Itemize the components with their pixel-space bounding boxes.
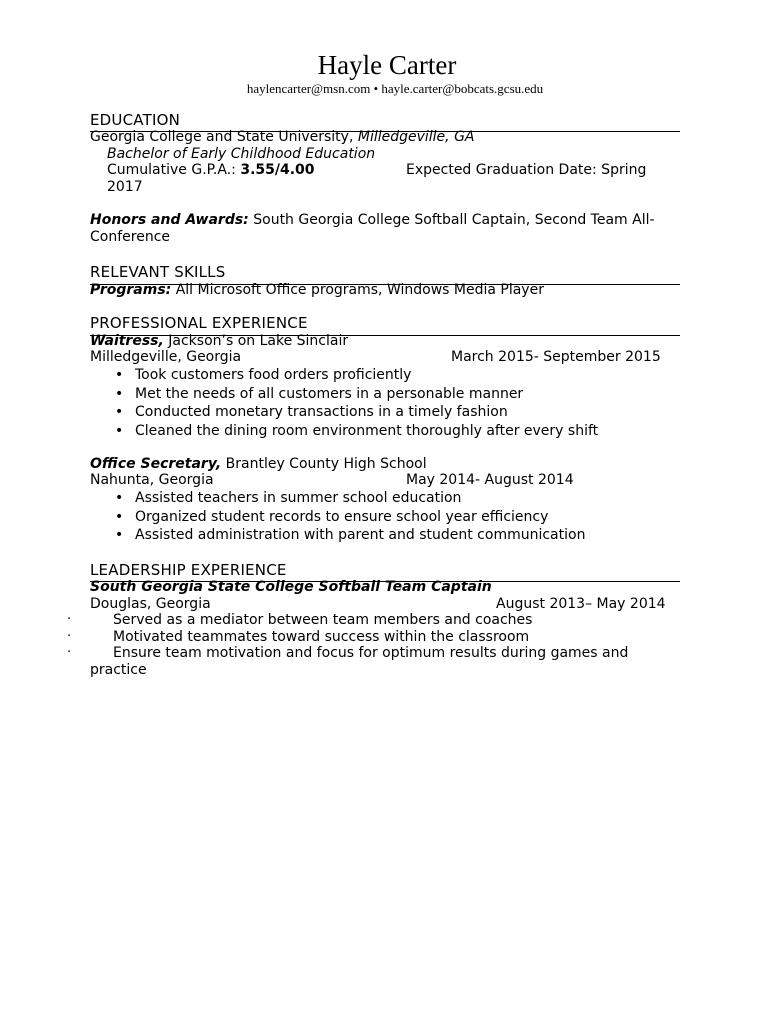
leadership-duty: · Served as a mediator between team members and coaches [67,612,628,629]
job-title: Waitress, [90,333,164,349]
leadership-duty: · Ensure team motivation and focus for optimum results during games and [67,645,628,662]
programs-value: All Microsoft Office programs, Windows Media Player [171,282,544,298]
leadership-location: Douglas, Georgia [90,596,211,612]
gpa-label: Cumulative G.P.A.: [107,162,241,178]
job-location: Nahunta, Georgia [90,472,214,488]
honors-line [90,212,655,229]
job-title: Office Secretary, [90,456,222,472]
leadership-duty-continuation: practice [90,662,147,678]
job-dates: May 2014- August 2014 [406,472,574,488]
leadership-heading: LEADERSHIP EXPERIENCE [90,561,287,579]
programs-label: Programs: [90,282,172,298]
graduation-date: Expected Graduation Date: Spring [406,162,647,178]
leadership-dates: August 2013– May 2014 [496,596,666,612]
contact-emails: haylencarter@msn.com • hayle.carter@bobcats.gcsu.edu [246,81,544,96]
gpa-value: 3.55/4.00 [240,162,315,178]
job-duty: • Assisted administration with parent and student communication [115,526,585,545]
job-duty: • Assisted teachers in summer school education [115,489,585,508]
job-title-line [90,333,348,350]
honors-value: South Georgia College Softball Captain, Second Team All- [248,212,655,228]
job-duties-list [115,489,585,545]
job-duty: • Took customers food orders proficiently [115,366,598,385]
job-duty: • Cleaned the dining room environment thoroughly after every shift [115,422,598,441]
leadership-title: South Georgia State College Softball Team Captain [90,579,492,595]
job-employer: Jackson’s on Lake Sinclair [163,333,349,349]
job-dates: March 2015- September 2015 [451,349,661,365]
professional-heading: PROFESSIONAL EXPERIENCE [90,314,308,332]
graduation-year: 2017 [107,179,143,195]
degree: Bachelor of Early Childhood Education [107,146,376,162]
education-school-line [90,129,475,146]
job-duty: • Met the needs of all customers in a personable manner [115,385,598,404]
school-name: Georgia College and State University, [90,129,358,145]
education-heading: EDUCATION [90,111,180,129]
skills-heading: RELEVANT SKILLS [90,263,226,281]
candidate-name: Hayle Carter [317,50,457,80]
school-location: Milledgeville, GA [357,129,475,145]
honors-continuation: Conference [90,229,171,245]
leadership-duties-list [67,612,628,662]
job-title-line [90,456,427,473]
programs-line [90,282,544,299]
job-duty: • Organized student records to ensure school year efficiency [115,508,585,527]
job-duties-list [115,366,598,441]
job-location: Milledgeville, Georgia [90,349,242,365]
gpa-line [107,162,315,179]
leadership-duty: · Motivated teammates toward success within the classroom [67,629,628,646]
honors-label: Honors and Awards: [90,212,249,228]
job-employer: Brantley County High School [221,456,427,472]
job-duty: • Conducted monetary transactions in a timely fashion [115,403,598,422]
